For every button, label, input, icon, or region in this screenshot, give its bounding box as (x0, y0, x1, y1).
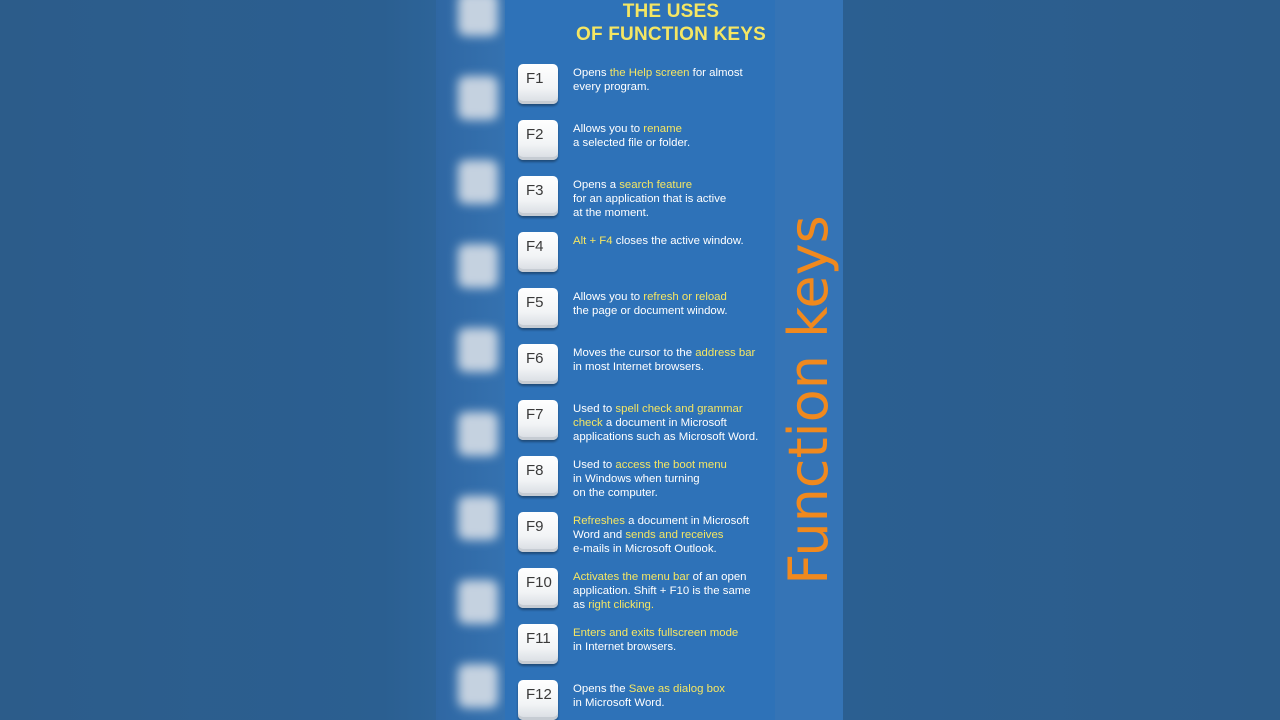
key-description (573, 514, 778, 556)
description-text: in most Internet browsers. (573, 361, 705, 373)
function-key-row (518, 512, 778, 558)
highlighted-text: search feature (619, 179, 693, 191)
description-text: every program. (573, 81, 650, 93)
function-key-row (518, 288, 778, 334)
description-text: a document in Microsoft (602, 417, 727, 429)
description-text: the page or document window. (573, 305, 728, 317)
infographic-title (505, 0, 837, 46)
blurred-key-shape (458, 496, 498, 540)
key-description (573, 346, 778, 374)
highlighted-text: the Help screen (609, 67, 690, 79)
function-key-row (518, 232, 778, 278)
description-text: Allows you to (573, 291, 644, 303)
keycap-f6: F6 (518, 344, 558, 384)
highlighted-text: Activates the menu bar (573, 571, 690, 583)
description-text: a document in Microsoft (624, 515, 750, 527)
keycap-f11: F11 (518, 624, 558, 664)
description-text: Opens (573, 67, 610, 79)
function-key-row (518, 176, 778, 222)
description-text: Allows you to (573, 123, 644, 135)
key-description (573, 66, 778, 94)
key-description (573, 682, 778, 710)
highlighted-text: address bar (695, 347, 756, 359)
blurred-key-shape (458, 244, 498, 288)
keycap-f9: F9 (518, 512, 558, 552)
keycap-f7: F7 (518, 400, 558, 440)
blurred-key-shape (458, 0, 498, 36)
highlighted-text: spell check and grammar (615, 403, 743, 415)
blurred-key-shape (458, 76, 498, 120)
highlighted-text: access the boot menu (615, 459, 727, 471)
description-text: for almost (689, 67, 743, 79)
key-description (573, 178, 778, 220)
title-line-1: THE USES (622, 1, 720, 22)
description-text: Opens a (573, 179, 620, 191)
function-key-row (518, 568, 778, 614)
blurred-key-shape (458, 160, 498, 204)
function-key-row (518, 120, 778, 166)
keycap-f3: F3 (518, 176, 558, 216)
description-text: in Microsoft Word. (573, 697, 665, 709)
keycap-f2: F2 (518, 120, 558, 160)
function-key-row (518, 400, 778, 446)
highlighted-text: rename (643, 123, 682, 135)
description-text: a selected file or folder. (573, 137, 691, 149)
highlighted-text: Alt + F4 (573, 235, 613, 247)
title-line-2: OF FUNCTION KEYS (575, 24, 767, 45)
keycap-f8: F8 (518, 456, 558, 496)
description-text: Moves the cursor to the (573, 347, 696, 359)
function-key-row (518, 680, 778, 720)
keycap-f10: F10 (518, 568, 558, 608)
function-key-row (518, 456, 778, 502)
description-text: closes the active window. (612, 235, 744, 247)
key-description (573, 570, 778, 612)
keycap-f5: F5 (518, 288, 558, 328)
description-text: on the computer. (573, 487, 658, 499)
highlighted-text: sends and receives (625, 529, 724, 541)
highlighted-text: refresh or reload (643, 291, 727, 303)
key-description (573, 626, 778, 654)
description-text: Used to (573, 403, 616, 415)
vertical-caption-container (776, 200, 840, 600)
keycap-f12: F12 (518, 680, 558, 720)
highlighted-text: Enters and exits fullscreen mode (573, 627, 739, 639)
highlighted-text: check (573, 417, 603, 429)
blurred-key-shape (458, 664, 498, 708)
description-text: as (573, 599, 589, 611)
key-description (573, 402, 778, 444)
description-text: for an application that is active (573, 193, 727, 205)
description-text: at the moment. (573, 207, 649, 219)
blurred-key-shape (458, 412, 498, 456)
description-text: in Windows when turning (573, 473, 700, 485)
function-key-row (518, 624, 778, 670)
description-text: e-mails in Microsoft Outlook. (573, 543, 717, 555)
keycap-f4: F4 (518, 232, 558, 272)
description-text: application. Shift + F10 is the same (573, 585, 751, 597)
highlighted-text: Save as dialog box (628, 683, 725, 695)
vertical-caption: Function keys (777, 215, 840, 585)
key-description (573, 234, 778, 248)
description-text: in Internet browsers. (573, 641, 677, 653)
description-text: Used to (573, 459, 616, 471)
keycap-f1: F1 (518, 64, 558, 104)
description-text: of an open (689, 571, 747, 583)
key-description (573, 290, 778, 318)
blurred-key-shape (458, 580, 498, 624)
key-description (573, 458, 778, 500)
description-text: applications such as Microsoft Word. (573, 431, 759, 443)
description-text: Word and (573, 529, 626, 541)
highlighted-text: Refreshes (573, 515, 625, 527)
blurred-key-shape (458, 328, 498, 372)
key-description (573, 122, 778, 150)
description-text: Opens the (573, 683, 629, 695)
function-key-row (518, 344, 778, 390)
function-key-row (518, 64, 778, 110)
highlighted-text: right clicking. (588, 599, 655, 611)
